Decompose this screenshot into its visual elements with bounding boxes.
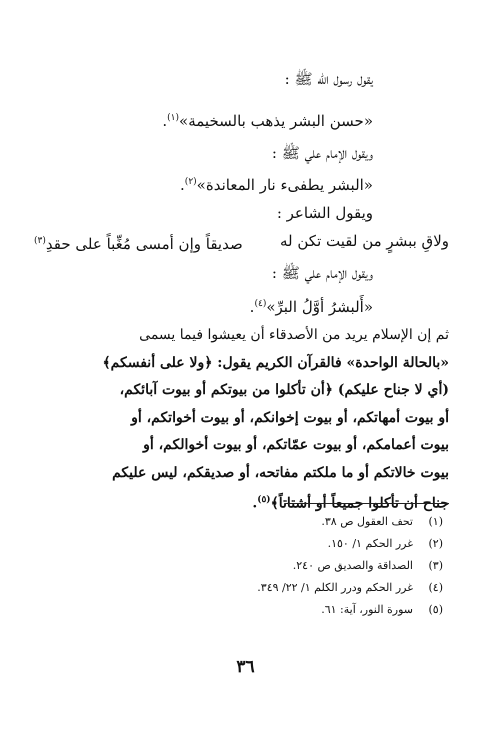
footnote-item [257,599,443,621]
paragraph-last-period: . [252,495,258,512]
hadith-quote-3-text: «أَلبشرُ أوَّلُ البرِّ» [266,298,373,316]
quote-intro-imam-ali-2 [272,261,373,285]
hadith-quote-2-period: . [180,176,185,194]
quote-intro-imam-ali [272,141,373,165]
footnote-text: تحف العقول ص ٣٨. [321,515,413,528]
quote-intro-prophet-text: يقول رسول الله ﷺ : [284,70,373,88]
hadith-quote-3 [250,292,373,319]
paragraph-last-line-text: جناح أن تأكلوا جميعاً أو أشتاتاً﴾ [270,495,449,512]
paragraph-line: ثم إن الإسلام يريد من الأصدقاء أن يعيشوا فيما يسمى [139,327,449,343]
footnote-number: (٤) [428,581,443,594]
footnote-number: (٢) [428,537,443,550]
hadith-quote-1-period: . [162,112,168,130]
main-paragraph [31,322,449,518]
footnote-text: سورة النور، آية: ٦١. [321,603,413,616]
footnote-text: غرر الحكم ودرر الكلم ١/ ٢٢/ ٣٤٩. [257,581,413,594]
quote-intro-prophet [285,67,373,91]
footnote-number: (١) [428,515,443,528]
footnote-ref-1[interactable]: (١) [167,113,180,123]
footnote-divider [285,503,449,504]
paragraph-line: أو بيوت أمهاتكم، أو بيوت إخوانكم، أو بيوت أخواتكم، أو [131,409,449,426]
footnote-number: (٣) [428,559,443,572]
paragraph-line: «بالحالة الواحدة» فالقرآن الكريم يقول: ﴿ولا على أنفسكم﴾ [102,354,449,371]
footnote-ref-5[interactable]: (٥) [257,495,271,505]
poem-verse-first-hemistich [280,229,449,253]
poem-verse-second-hemistich [34,229,243,256]
footnote-item [257,511,443,533]
poem-verse-first-text: ولاقِ ببشرٍ من لقيت تكن له [280,232,449,250]
poem-verse-second-text: صديقاً وإن أمسى مُغِّباً على حقدِ [45,235,243,253]
footnote-ref-3[interactable]: (٣) [34,236,46,246]
footnote-item [257,577,443,599]
footnote-ref-2[interactable]: (٢) [184,177,197,187]
paragraph-line: بيوت أعمامكم، أو بيوت عمّاتكم، أو بيوت أخوالكم، أو [143,437,449,453]
hadith-quote-2 [180,170,373,197]
footnote-item [257,555,443,577]
hadith-quote-2-text: «البشر يطفىء نار المعاندة» [196,176,373,194]
quote-intro-imam-ali-2-text: ويقول الإمام علي ﷺ : [271,264,373,282]
paragraph-line: بيوت خالاتكم أو ما ملكتم مفاتحه، أو صديقكم، ليس عليكم [112,464,449,481]
hadith-quote-1-text: «حسن البشر يذهب بالسخيمة» [179,112,373,130]
quote-intro-poet [277,201,373,225]
hadith-quote-1 [162,106,373,133]
hadith-quote-3-period: . [249,298,255,316]
footnote-ref-4[interactable]: (٤) [254,299,267,309]
footnote-text: الصداقة والصديق ص ٢٤٠. [292,559,413,572]
quote-intro-poet-text: ويقول الشاعر : [276,204,373,222]
footnotes-list [257,511,443,621]
quote-intro-imam-ali-text: ويقول الإمام علي ﷺ : [271,144,373,162]
footnote-number: (٥) [428,603,443,616]
footnote-text: غرر الحكم ١/ ١٥٠. [327,537,413,550]
footnote-item [257,533,443,555]
paragraph-line: (أي لا جناح عليكم) ﴿أن تأكلوا من بيوتكم أو بيوت آبائكم، [119,382,449,398]
page-number: ٣٦ [236,657,255,677]
